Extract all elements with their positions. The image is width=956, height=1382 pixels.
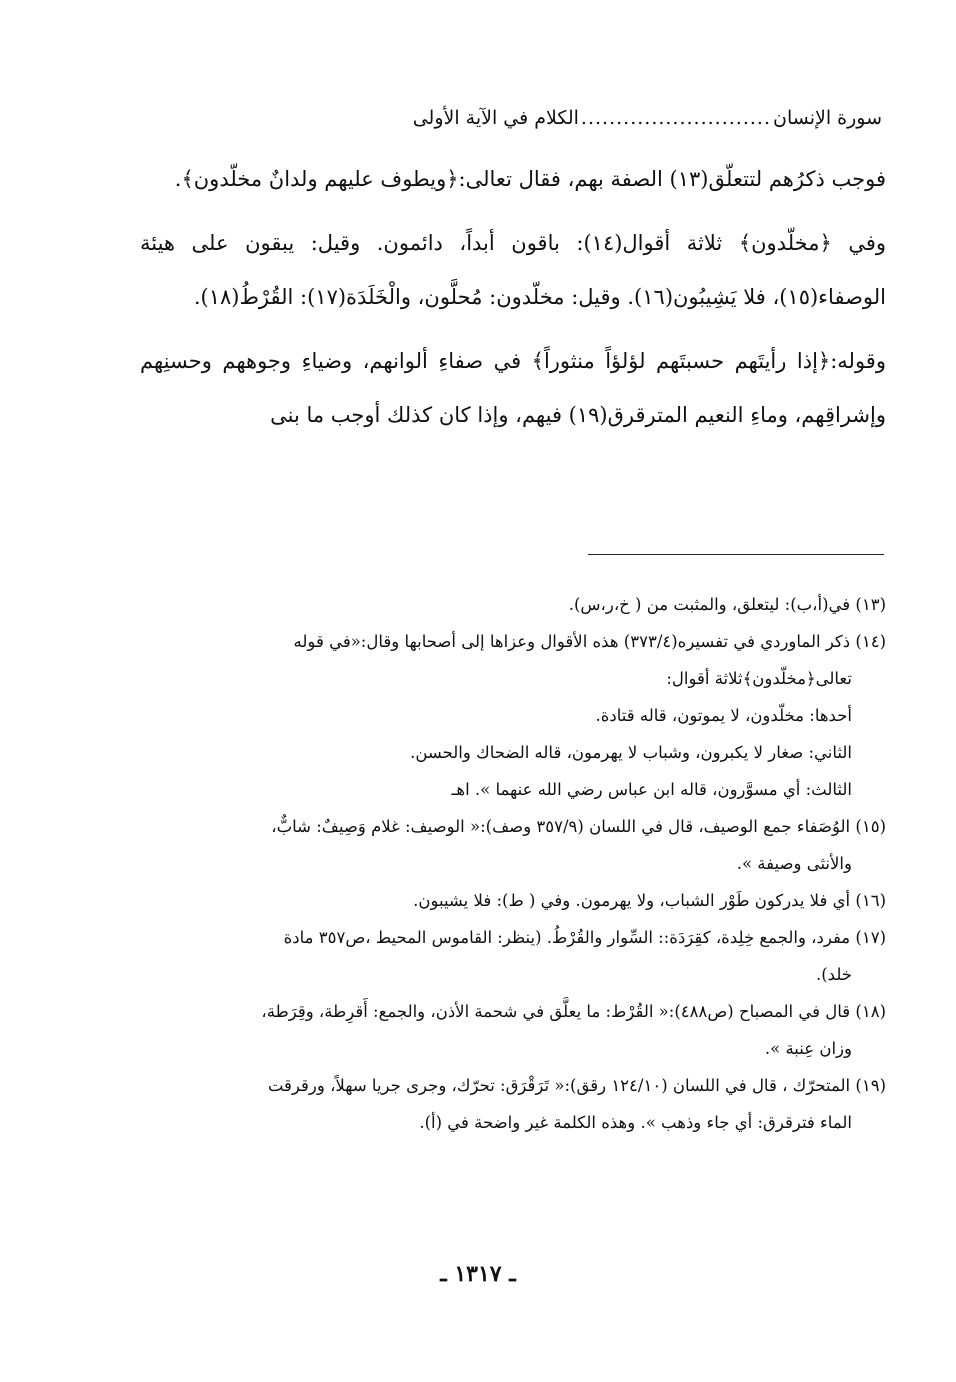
footnote-19 bbox=[132, 1067, 886, 1141]
paragraph-3: وقوله:﴿إذا رأيتَهم حسبتَهم لؤلؤاً منثوراً﴾ في صفاءِ ألوانهم، وضياءِ وجوههم وحسنِهم وإشراقِهم، وماءِ النعيم المترقرق(١٩) فيهم، وإذا كان كذلك أوجب ما بنى bbox=[140, 349, 886, 427]
footnote-17-line-1: (١٧) مفرد، والجمع خِلِدة، كقِرَدَة:: السِّوار والقُرْطُ. (ينظر: القاموس المحيط ،ص٣٥٧ مادة bbox=[283, 928, 886, 947]
footnote-15-line-1: (١٥) الوُصَفاء جمع الوصيف، قال في اللسان (٣٥٧/٩ وصف):« الوصيف: غلام وَصِيفٌ: شابٌّ، bbox=[271, 817, 886, 836]
footnote-18-line-2: وزان عِنبة ». bbox=[764, 1039, 852, 1058]
footnote-14-line-2: تعالى﴿مخلّدون﴾ثلاثة أقوال: bbox=[666, 669, 852, 688]
footnote-14-line-1: (١٤) ذكر الماوردي في تفسيره(٣٧٣/٤) هذه الأقوال وعزاها إلى أصحابها وقال:«في قوله bbox=[293, 632, 886, 651]
header-surah-name: سورة الإنسان bbox=[773, 107, 882, 129]
footnote-17-line-2: خلد). bbox=[815, 965, 852, 984]
footnote-16: (١٦) أي فلا يدركون طَوْر الشباب، ولا يهرمون. وفي ( ط): فلا يشيبون. bbox=[413, 891, 886, 910]
footnote-14-line-4: الثاني: صغار لا يكبرون، وشباب لا يهرمون، قاله الضحاك والحسن. bbox=[410, 743, 852, 762]
footnote-19-line-1: (١٩) المتحرّك ، قال في اللسان (١٢٤/١٠ رقق):« تَرَقْرَق: تحرّك، وجرى جريا سهلاً، ورقرقت bbox=[267, 1076, 886, 1095]
footnote-divider bbox=[588, 554, 884, 555]
header-leader-dots: ........................... bbox=[580, 107, 771, 129]
footnote-15-line-2: والأنثى وصيفة ». bbox=[736, 854, 852, 873]
footnote-14-line-5: الثالث: أي مسوَّرون، قاله ابن عباس رضي الله عنهما ». اهـ bbox=[451, 780, 852, 799]
footnote-13: (١٣) في(أ،ب): ليتعلق، والمثبت من ( خ،ر،س). bbox=[568, 595, 886, 614]
running-header bbox=[142, 100, 882, 136]
footnote-14 bbox=[132, 623, 886, 808]
page-number-text: ـ ١٣١٧ ـ bbox=[440, 1261, 516, 1287]
footnote-17 bbox=[132, 919, 886, 993]
footnote-19-line-2: الماء فترقرق: أي جاء وذهب ». وهذه الكلمة غير واضحة في (أ). bbox=[419, 1113, 852, 1132]
page-number bbox=[0, 1261, 956, 1287]
paragraph-2: وفي ﴿مخلّدون﴾ ثلاثة أقوال(١٤): باقون أبداً، دائمون. وقيل: يبقون على هيئة الوصفاء(١٥)، فلا يَشِيبُون(١٦). وقيل: مخلّدون: مُحلَّون، والْخَلَدَة(١٧): القُرْطُ(١٨). bbox=[140, 231, 887, 309]
footnote-14-line-3: أحدها: مخلّدون، لا يموتون، قاله قتادة. bbox=[595, 706, 852, 725]
footnote-18-line-1: (١٨) قال في المصباح (ص٤٨٨):« القُرْط: ما يعلَّق في شحمة الأذن، والجمع: أَقرِطة، وقِرَطة، bbox=[261, 1002, 886, 1021]
footnotes bbox=[132, 586, 886, 1141]
footnote-18 bbox=[132, 993, 886, 1067]
paragraph-1: فوجب ذكرُهم لتتعلّق(١٣) الصفة بهم، فقال تعالى:﴿ويطوف عليهم ولدانٌ مخلّدون﴾. bbox=[174, 167, 886, 191]
footnote-15 bbox=[132, 808, 886, 882]
header-topic: الكلام في الآية الأولى bbox=[412, 107, 579, 129]
main-text bbox=[140, 152, 886, 452]
